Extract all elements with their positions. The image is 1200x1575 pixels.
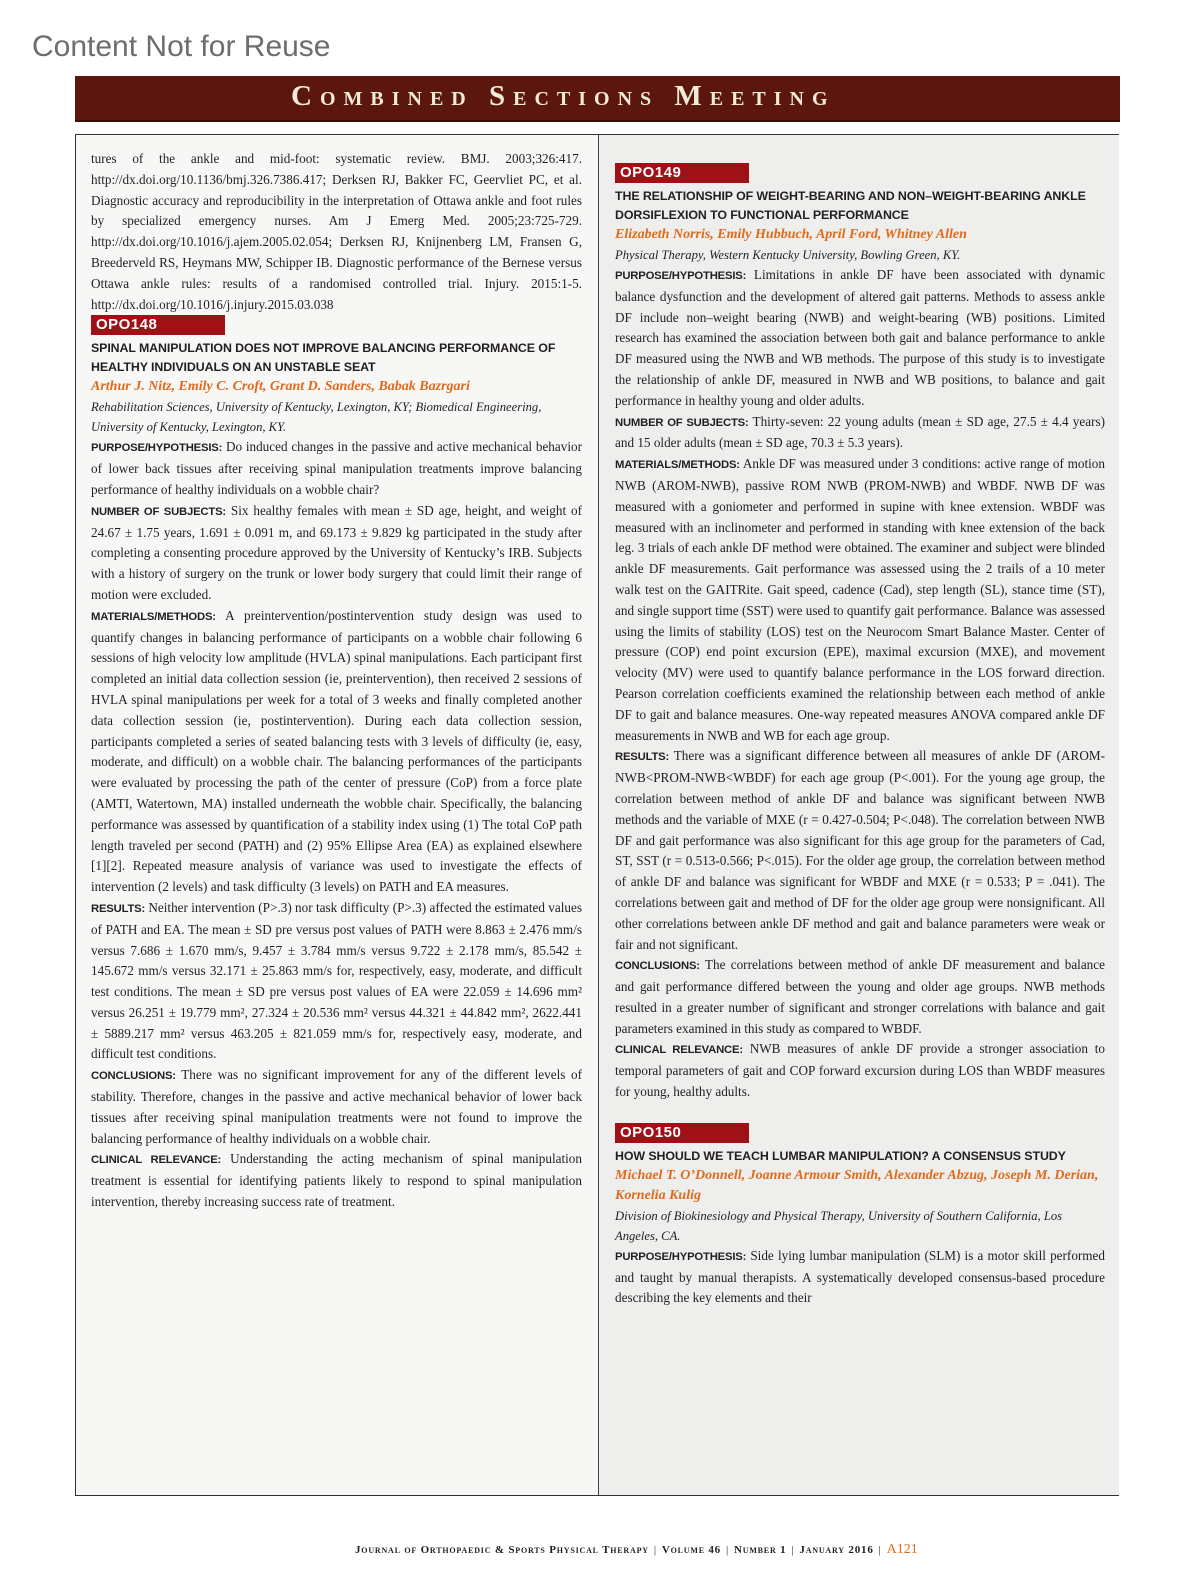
abstract-id-badge: OPO148 (91, 315, 225, 335)
section-text: Ankle DF was measured under 3 conditions: active range of motion NWB (AROM-NWB), passive ROM NWB (PROM-NWB) and WBDF. NWB DF was measured with a goniometer and performed in supine with knee extension. WBDF was measured with an inclinometer and performed in standing with knee extension of the back leg. 3 trials of each ankle DF method were obtained. The examiner and subject were blinded ankle DF measurements. Gait performance was assessed using the 2 trails of a 10 meter walk test on the GAITRite. Gait speed, cadence (Cad), step length (SL), stance time (ST), and single support time (SST) were used to quantify gait performance. Balance was assessed using the limits of stability (LOS) test on the Neurocom Smart Balance Master. Center of pressure (COP) end point excursion (EPE), maximal excursion (MXE), and movement velocity (MV) were used to quantify balance performance in the LOS forward direction. Pearson correlation coefficients examined the relationship between each method of ankle DF to gait and balance measures. One-way repeated measures ANOVA compared ankle DF measurements in NWB and WB for each age group. (615, 456, 1105, 743)
section-label: PURPOSE/HYPOTHESIS: (615, 1250, 747, 1263)
section-text: Six healthy females with mean ± SD age, height, and weight of 24.67 ± 1.75 years, 1.691 ± 0.091 m, and 69.173 ± 9.829 kg participated in the study after completing a consenting procedure approved by the University of Kentucky’s IRB. Subjects with a history of surgery on the trunk or lower body surgery that could limit their range of motion were excluded. (91, 502, 582, 602)
abstract-section (615, 1246, 1105, 1309)
footer-separator: | (878, 1544, 882, 1556)
section-label: MATERIALS/METHODS: (615, 459, 740, 472)
section-text: Thirty-seven: 22 young adults (mean ± SD age, 27.5 ± 4.4 years) and 15 older adults (mean ± SD age, 70.3 ± 5.3 years). (615, 413, 1106, 451)
section-text: Side lying lumbar manipulation (SLM) is a motor skill performed and taught by manual therapists. A systematically developed consensus-based procedure describing the key elements and their (615, 1247, 1106, 1306)
section-text: Do induced changes in the passive and active mechanical behavior of lower back tissues after receiving spinal manipulation treatments improve balancing performance of healthy individuals on a wobble chair? (91, 439, 582, 497)
abstract-section (615, 955, 1105, 1039)
section-label: CONCLUSIONS: (91, 1070, 176, 1083)
abstract-section (615, 454, 1105, 746)
section-text: Neither intervention (P>.3) nor task difficulty (P>.3) affected the estimated values of PATH and EA. The mean ± SD pre versus post values of PATH were 8.863 ± 2.476 mm/s versus 7.686 ± 1.670 mm/s, 9.457 ± 3.784 mm/s versus 9.722 ± 2.178 mm/s, 85.542 ± 145.672 mm/s versus 32.171 ± 25.863 mm/s for, respectively, easy, moderate, and difficult test conditions. The mean ± SD pre versus post values of EA were 22.059 ± 14.696 mm² versus 26.251 ± 19.779 mm², 27.324 ± 20.536 mm² versus 44.321 ± 44.842 mm², 2622.441 ± 5889.217 mm² versus 463.205 ± 821.059 mm/s for, respectively easy, moderate, and difficult test conditions. (91, 899, 582, 1062)
section-text: There was a significant difference between all measures of ankle DF (AROM-NWB<PROM-NWB<WBDF) for each age group (P<.001). For the young age group, the correlation between method of ankle DF and balance was significant between NWB methods and the variable of MXE (r = 0.427-0.504; P<.048). The correlation between NWB DF and gait performance was also significant for this age group for the parameters of Cad, ST, SST (r = 0.513-0.566; P<.015). For the older age group, the correlation between method of ankle DF and balance was significant for WBDF and MXE (r = 0.533; P = .041). The correlations between gait and method of DF for the older age group were nonsignificant. All other correlations between ankle DF method and gait and balance parameters were weak or fair and not significant. (615, 748, 1105, 952)
abstract-affiliation: Physical Therapy, Western Kentucky University, Bowling Green, KY. (615, 248, 961, 262)
right-column (598, 135, 1119, 1495)
abstract-section (615, 265, 1105, 412)
abstract-section (91, 1065, 582, 1149)
section-label: CONCLUSIONS: (615, 960, 700, 973)
section-label: RESULTS: (615, 751, 670, 764)
section-text: A preintervention/postintervention study design was used to quantify changes in balancing performance of participants on a wobble chair following 6 sessions of high velocity low amplitude (HVLA) spinal manipulations. Each participant first completed an initial data collection session (ie, preintervention), then received 2 sessions of HVLA spinal manipulations per week for a total of 3 weeks and finally completed another data collection session (ie, postintervention). During each data collection session, participants completed a series of seated balancing tests with 3 levels of difficulty (ie, easy, moderate, and difficult) on a wobble chair. The balancing performances of the participants were evaluated by processing the path of the center of pressure (CoP) from a force plate (AMTI, Watertown, MA) installed underneath the wobble chair. Specifically, the balancing performance was assessed by quantification of a stability index using (1) The total CoP path length traveled per second (PATH) and (2) 95% Ellipse Area (EA) as explained elsewhere [1][2]. Repeated measure analysis of variance was used to investigate the effects of intervention (2 levels) and task difficulty (3 levels) on PATH and EA measures. (91, 607, 582, 895)
left-column (76, 135, 598, 1495)
section-banner (75, 76, 1120, 122)
watermark-text: Content Not for Reuse (32, 30, 331, 63)
abstract-opo150 (615, 1123, 1105, 1309)
abstract-opo149 (615, 163, 1105, 1103)
section-label: CLINICAL RELEVANCE: (91, 1154, 222, 1167)
abstract-id-badge: OPO149 (615, 163, 749, 183)
journal-volume: Volume 46 (661, 1544, 721, 1556)
footer-separator: | (653, 1544, 657, 1556)
abstract-section (91, 437, 582, 500)
section-label: CLINICAL RELEVANCE: (615, 1044, 743, 1057)
section-label: NUMBER OF SUBJECTS: (91, 505, 226, 518)
abstract-authors: Arthur J. Nitz, Emily C. Croft, Grant D. Sanders, Babak Bazrgari (91, 379, 470, 395)
abstract-section (91, 898, 582, 1065)
journal-date: January 2016 (799, 1544, 874, 1556)
abstract-section (615, 746, 1105, 955)
footer-separator: | (725, 1544, 729, 1556)
abstract-affiliation: Division of Biokinesiology and Physical Therapy, University of Southern California, Los Angeles, CA. (615, 1208, 1063, 1243)
abstract-id-badge: OPO150 (615, 1123, 749, 1143)
section-label: RESULTS: (91, 902, 146, 915)
abstract-affiliation: Rehabilitation Sciences, University of Kentucky, Lexington, KY; Biomedical Engineering, University of Kentucky, Lexington, KY. (91, 400, 542, 435)
footer-separator: | (791, 1544, 795, 1556)
abstract-section (91, 1149, 582, 1212)
section-text: Limitations in ankle DF have been associated with dynamic balance dysfunction and the development of altered gait patterns. Methods to assess ankle DF include non–weight bearing (NWB) and weight-bearing (WB) positions. Limited research has examined the association between both gait and balance performance to ankle DF measured using the NWB and WB methods. The purpose of this study is to investigate the relationship of ankle DF, measured in NWB and WB positions, to balance and gait performance in healthy young and older adults. (615, 267, 1105, 408)
section-label: MATERIALS/METHODS: (91, 610, 216, 623)
section-text: The correlations between method of ankle DF measurement and balance and gait performance differed between the young and older age groups. NWB methods resulted in a greater number of significant and stronger correlations with balance and gait parameters examined in this study as compared to WBDF. (615, 957, 1105, 1036)
journal-name: Journal of Orthopaedic & Sports Physical Therapy (355, 1544, 649, 1556)
section-label: PURPOSE/HYPOTHESIS: (91, 442, 223, 455)
banner-title: Combined Sections Meeting (291, 80, 836, 112)
section-label: NUMBER OF SUBJECTS: (615, 416, 749, 429)
abstract-title: SPINAL MANIPULATION DOES NOT IMPROVE BALANCING PERFORMANCE OF HEALTHY INDIVIDUALS ON AN UNSTABLE SEAT (91, 341, 556, 375)
section-text: Understanding the acting mechanism of spinal manipulation treatment is essential for identifying patients likely to respond to spinal manipulation intervention, thereby increasing success rate of treatment. (91, 1151, 582, 1210)
page-footer (355, 1542, 918, 1558)
abstract-authors: Elizabeth Norris, Emily Hubbuch, April Ford, Whitney Allen (615, 227, 967, 242)
abstract-section (91, 606, 582, 898)
section-label: PURPOSE/HYPOTHESIS: (615, 270, 747, 282)
page-number: A121 (886, 1542, 918, 1557)
abstract-section (615, 1039, 1105, 1102)
abstract-section (91, 501, 582, 606)
abstract-section (615, 412, 1105, 455)
abstract-authors: Michael T. O’Donnell, Joanne Armour Smith, Alexander Abzug, Joseph M. Derian, Kornelia Kulig (615, 1167, 1099, 1203)
content-frame (75, 134, 1119, 1496)
abstract-opo148 (91, 315, 582, 1212)
abstract-title: THE RELATIONSHIP OF WEIGHT-BEARING AND NON–WEIGHT-BEARING ANKLE DORSIFLEXION TO FUNCTIONAL PERFORMANCE (615, 189, 1086, 222)
abstract-title: HOW SHOULD WE TEACH LUMBAR MANIPULATION? A CONSENSUS STUDY (615, 1148, 1066, 1163)
section-text: There was no significant improvement for any of the different levels of stability. Therefore, changes in the passive and active mechanical behavior of lower back tissues after receiving spinal manipulation treatments were not found to improve the balancing performance of healthy individuals on a wobble chair. (91, 1067, 582, 1146)
reference-continuation: tures of the ankle and mid-foot: systematic review. BMJ. 2003;326:417. http://dx.doi.org/10.1136/bmj.326.7386.417; Derksen RJ, Bakker FC, Geervliet PC, et al. Diagnostic accuracy and reproducibility in the interpretation of Ottawa ankle and foot rules by specialized emergency nurses. Am J Emerg Med. 2005;23:725-729. http://dx.doi.org/10.1016/j.ajem.2005.02.054; Derksen RJ, Knijnenberg LM, Fransen G, Breederveld RS, Heymans MW, Schipper IB. Diagnostic performance of the Bernese versus Ottawa ankle rules: results of a randomised controlled trial. Injury. 2015:1-5. http://dx.doi.org/10.1016/j.injury.2015.03.038 (91, 151, 582, 312)
section-text: NWB measures of ankle DF provide a stronger association to temporal parameters of gait and COP forward excursion during LOS than WBDF measures for young, healthy adults. (615, 1041, 1105, 1100)
journal-number: Number 1 (734, 1544, 787, 1556)
